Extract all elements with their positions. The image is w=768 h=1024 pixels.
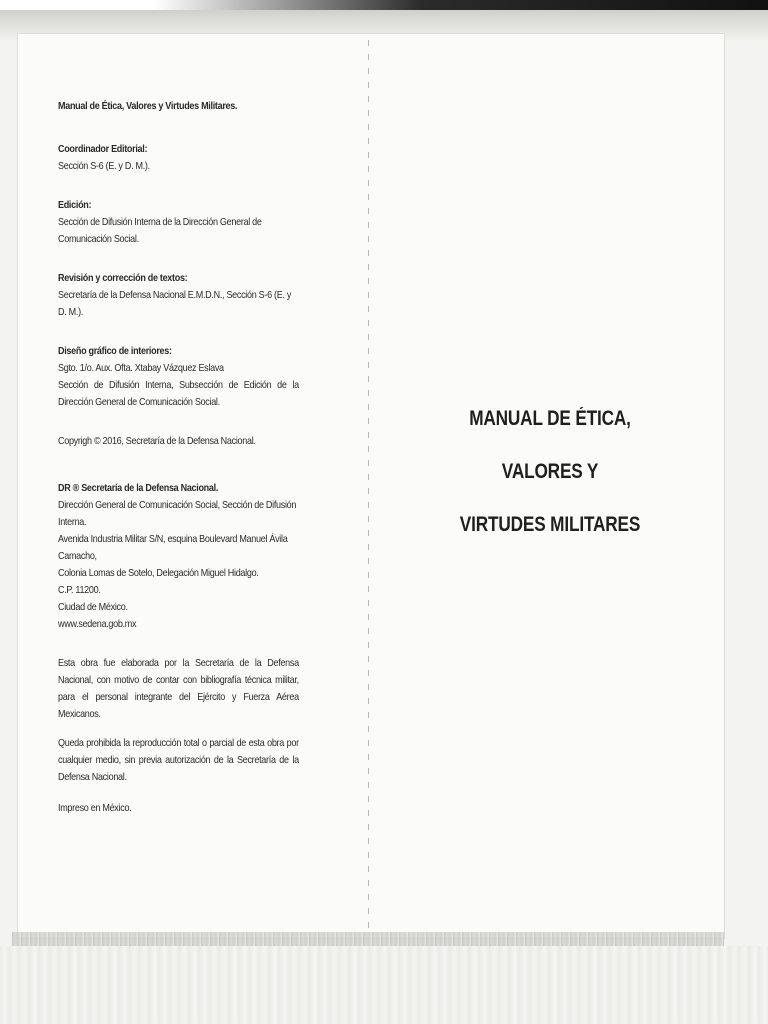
revision-value: Secretaría de la Defensa Nacional E.M.D.N., Sección S-6 (E. y D. M.).: [58, 289, 292, 318]
scanner-top-edge: [0, 0, 768, 10]
coordinador-value: Sección S-6 (E. y D. M.).: [58, 160, 150, 172]
book-title-line-1: MANUAL DE ÉTICA,: [469, 407, 631, 430]
address-line-3: Colonia Lomas de Sotelo, Delegación Miguel Hidalgo.: [58, 567, 259, 579]
page-fold-line: [368, 40, 369, 935]
elaboration-paragraph: Esta obra fue elaborada por la Secretaría de la Defensa Nacional, con motivo de contar con bibliografía técnica militar, para el personal integrante del Ejército y Fuerza Aérea Mexicanos.: [58, 657, 299, 720]
copyright-text: Copyrigh © 2016, Secretaría de la Defensa Nacional.: [58, 435, 256, 447]
revision-block: [58, 270, 299, 321]
credits-main-title: Manual de Ética, Valores y Virtudes Militares.: [58, 100, 238, 112]
diseno-block: [58, 343, 299, 411]
prohibition-paragraph: Queda prohibida la reproducción total o parcial de esta obra por cualquier medio, sin previa autorización de la Secretaría de la Defensa Nacional.: [58, 737, 299, 783]
edicion-label: Edición:: [58, 199, 92, 211]
scanner-background: [0, 946, 768, 1024]
diseno-value-2: Sección de Difusión Interna, Subsección de Edición de la Dirección General de Comunicación Social.: [58, 379, 299, 408]
diseno-label: Diseño gráfico de interiores:: [58, 345, 172, 357]
address-line-1: Dirección General de Comunicación Social, Sección de Difusión Interna.: [58, 499, 297, 528]
book-title-line-3: VIRTUDES MILITARES: [459, 513, 641, 536]
diseno-value-1: Sgto. 1/o. Aux. Ofta. Xtabay Vázquez Eslava: [58, 362, 224, 374]
credits-page: [58, 98, 299, 829]
dr-block: [58, 480, 299, 633]
website-text: www.sedena.gob.mx: [58, 618, 137, 630]
book-title: [443, 392, 656, 551]
printed-in-text: Impreso en México.: [58, 802, 132, 814]
address-line-5: Ciudad de México.: [58, 601, 128, 613]
book-title-line-2: VALORES Y: [501, 460, 599, 483]
address-line-4: C.P. 11200.: [58, 584, 101, 596]
edicion-value: Sección de Difusión Interna de la Dirección General de Comunicación Social.: [58, 216, 262, 245]
address-line-2: Avenida Industria Militar S/N, esquina Boulevard Manuel Ávila Camacho,: [58, 533, 288, 562]
edicion-block: [58, 197, 299, 248]
revision-label: Revisión y corrección de textos:: [58, 272, 188, 284]
coordinador-block: [58, 141, 299, 175]
coordinador-label: Coordinador Editorial:: [58, 143, 148, 155]
dr-label: DR ® Secretaría de la Defensa Nacional.: [58, 482, 219, 494]
